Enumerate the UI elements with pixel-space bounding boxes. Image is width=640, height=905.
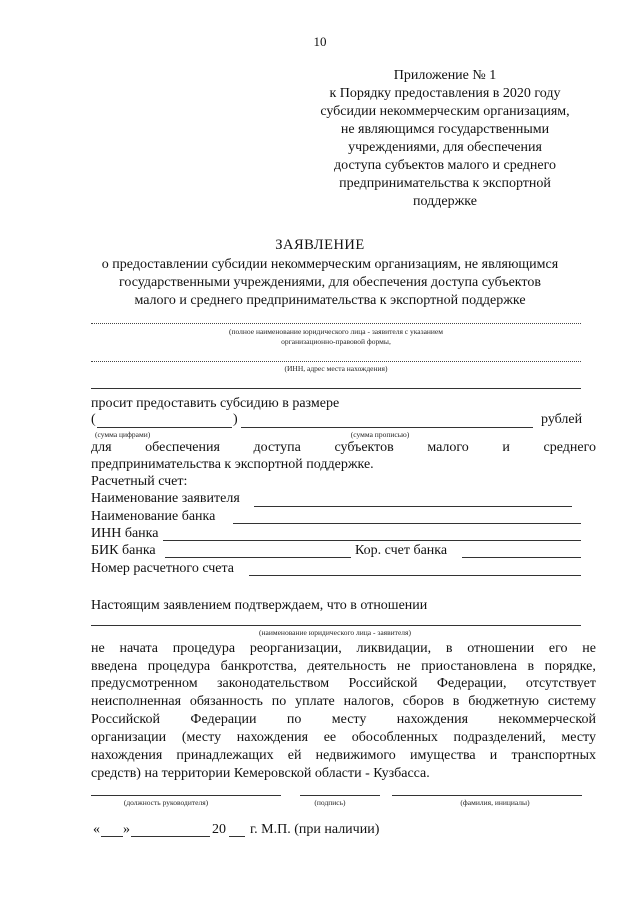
word: Федерации, [436,676,507,691]
word: ликвидации, [356,641,432,656]
year-field[interactable] [229,836,245,837]
stamp-text: г. М.П. (при наличии) [250,822,380,837]
confirmation-line [91,641,596,657]
caption-org-name: (наименование юридического лица - заявителя) [259,628,411,637]
word: законодательством [217,676,330,691]
word: подразделений, [453,730,546,745]
caption-inn-address: (ИНН, адрес места нахождения) [284,364,388,373]
word: по [286,712,302,727]
word: бюджетную [468,694,539,709]
word: Федерации [190,712,257,727]
day-field[interactable] [101,836,123,837]
bank-inn-field[interactable] [163,540,581,541]
document-title: ЗАЯВЛЕНИЕ [275,237,365,253]
word: и [489,748,498,763]
confirmation-line [91,659,596,675]
word: систему [547,694,596,709]
confirmation-line [91,694,596,710]
purpose-line-2: предпринимательства к экспортной поддержке. [91,457,374,472]
year-prefix: 20 [212,822,226,837]
caption-applicant-name: (полное наименование юридического лица - заявителя с указанием [228,327,444,336]
caption-amount-words: (сумма прописью) [350,430,410,439]
word: в [445,641,453,656]
confirmation-line [91,730,596,746]
inn-address-line[interactable] [91,361,581,362]
word: нахождения [91,748,163,763]
word: принадлежащих [176,748,274,763]
request-text: просит предоставить субсидию в размере [91,396,340,411]
word: уплате [295,694,335,709]
corr-account-label: Кор. счет банка [355,543,448,558]
caption-full-name: (фамилия, инициалы) [460,798,530,807]
word: процедура [147,659,211,674]
word: нахождения [236,730,309,745]
word: приостановлена [421,659,518,674]
word: введена [91,659,138,674]
appendix-line: поддержке [413,194,477,209]
account-number-label: Номер расчетного счета [91,561,235,576]
purpose-word: субъектов [334,440,394,455]
word: месту [331,712,367,727]
amount-digits-field[interactable] [97,427,232,428]
close-paren: ) [233,412,238,427]
org-name-field[interactable] [91,625,581,626]
word: имущества [409,748,476,763]
word: предусмотренном [91,676,198,691]
account-heading: Расчетный счет: [91,474,188,489]
purpose-word: малого [427,440,469,455]
word: в [452,694,460,709]
caption-signature: (подпись) [314,798,346,807]
word: транспортных [511,748,596,763]
word: сборов [402,694,444,709]
open-paren: ( [91,412,96,427]
document-subtitle-line: государственными учреждениями, для обеспечения доступа субъектов [119,275,541,290]
confirmation-line [91,676,596,692]
appendix-line: предпринимательства к экспортной [339,176,551,191]
word: неисполненная [91,694,182,709]
bik-label: БИК банка [91,543,156,558]
word: не [396,659,411,674]
date-close-quote: » [123,822,130,837]
word: налогов, [343,694,394,709]
word: деятельность [307,659,387,674]
purpose-word: среднего [543,440,596,455]
word: месту [561,730,596,745]
word: порядке, [544,659,596,674]
caption-head-position: (должность руководителя) [123,798,209,807]
confirmation-line [91,712,596,728]
word: ее [323,730,337,745]
appendix-line: доступа субъектов малого и среднего [334,158,556,173]
word: обязанность [189,694,263,709]
date-open-quote: « [93,822,100,837]
word: Российской [348,676,418,691]
word: обособленных [351,730,438,745]
appendix-line: к Порядку предоставления в 2020 году [329,86,561,101]
purpose-word: обеспечения [145,440,220,455]
full-name-field[interactable] [392,795,582,796]
account-number-field[interactable] [249,575,581,576]
caption-amount-digits: (сумма цифрами) [95,430,151,439]
word: нахождения [396,712,469,727]
month-field[interactable] [131,836,210,837]
bik-field[interactable] [165,557,351,558]
confirmation-line [91,748,596,764]
purpose-word: и [502,440,510,455]
word: его [548,641,568,656]
document-subtitle-line: малого и среднего предпринимательства к экспортной поддержке [134,293,526,308]
word: недвижимого [315,748,396,763]
signature-field[interactable] [300,795,380,796]
caption-legal-form: организационно-правовой формы, [281,337,391,346]
corr-account-field[interactable] [462,557,581,558]
word: отношении [467,641,535,656]
currency-label: рублей [541,412,583,427]
extra-line[interactable] [91,388,581,389]
appendix-line: субсидии некоммерческим организациям, [320,104,570,119]
word: некоммерческой [498,712,596,727]
word: не [91,641,105,656]
word: не [582,641,596,656]
bank-name-field[interactable] [233,523,581,524]
appendix-line: не являющимся государственными [340,122,550,137]
applicant-label: Наименование заявителя [91,491,240,506]
head-position-field[interactable] [91,795,281,796]
word: организации [91,730,167,745]
bank-name-label: Наименование банка [91,509,216,524]
bank-inn-label: ИНН банка [91,526,159,541]
word: в [527,659,535,674]
amount-words-field[interactable] [241,427,533,428]
word: по [271,694,287,709]
purpose-word: для [91,440,112,455]
word: ей [287,748,302,763]
word: реорганизации, [249,641,342,656]
appendix-line: учреждениями, для обеспечения [348,140,542,155]
word: (месту [181,730,222,745]
applicant-name-line[interactable] [91,323,581,324]
confirmation-last-line: средств) на территории Кемеровской области - Кузбасса. [91,766,430,781]
word: отсутствует [525,676,596,691]
word: процедура [172,641,236,656]
document-subtitle-line: о предоставлении субсидии некоммерческим организациям, не являющимся [101,257,559,272]
word: Российской [91,712,160,727]
applicant-field[interactable] [254,506,572,507]
purpose-line [91,440,596,456]
confirmation-intro: Настоящим заявлением подтверждаем, что в отношении [91,598,428,613]
word: банкротства, [220,659,297,674]
word: начата [119,641,158,656]
appendix-title: Приложение № 1 [393,68,497,83]
purpose-word: доступа [253,440,301,455]
page-number: 10 [313,34,327,49]
